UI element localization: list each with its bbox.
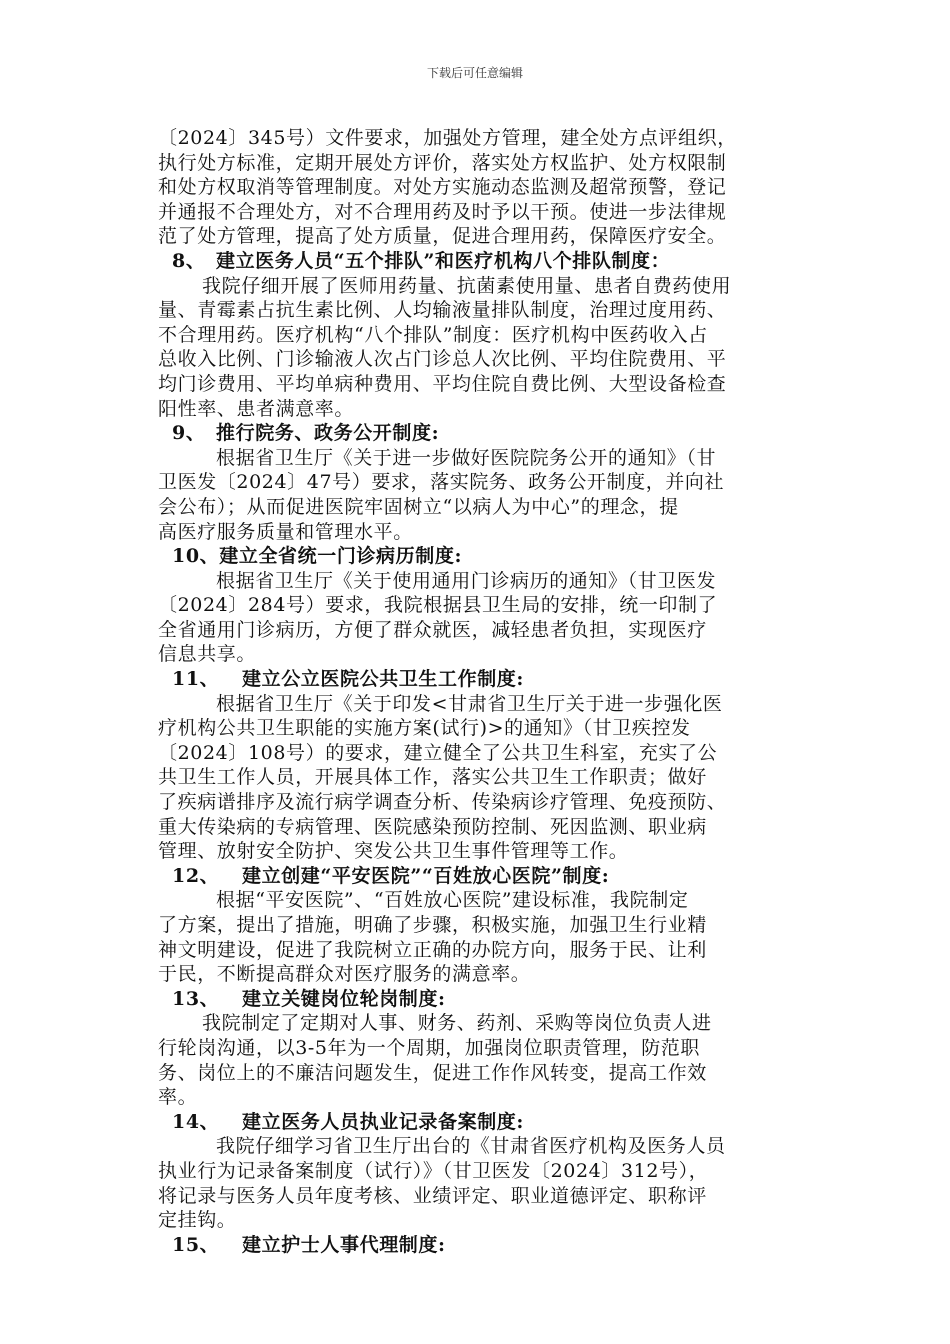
line-text: 执业行为记录备案制度（试行）》（甘卫医发〔2024〕312号）， xyxy=(158,1159,709,1182)
line-text: 建立护士人事代理制度: xyxy=(242,1233,446,1256)
text-line xyxy=(158,446,818,471)
section-number: 11、 xyxy=(172,668,220,691)
text-line xyxy=(158,618,818,643)
section-heading xyxy=(158,544,818,569)
text-line xyxy=(158,716,818,741)
section-number: 13、 xyxy=(172,987,220,1010)
line-text: 卫医发〔2024〕47号）要求，落实院务、政务公开制度，并向社 xyxy=(158,471,725,494)
text-line xyxy=(158,1036,818,1061)
line-text: 会公布）；从而促进医院牢固树立“以病人为中心”的理念，提 xyxy=(158,495,679,518)
line-text: 建立公立医院公共卫生工作制度: xyxy=(242,668,525,691)
page-header: 下载后可任意编辑 xyxy=(426,66,523,80)
text-line xyxy=(158,1159,818,1184)
line-text: 建立创建“平安医院”“百姓放心医院”制度: xyxy=(242,864,610,887)
line-text: 全省通用门诊病历，方便了群众就医，减轻患者负担，实现医疗 xyxy=(158,618,707,641)
line-text: 建立关键岗位轮岗制度: xyxy=(242,987,446,1010)
line-text: 管理、放射安全防护、突发公共卫生事件管理等工作。 xyxy=(158,840,629,863)
text-line xyxy=(158,323,818,348)
section-heading xyxy=(158,1233,818,1258)
line-text: 建立医务人员“五个排队”和医疗机构八个排队制度： xyxy=(216,249,671,272)
line-text: 阳性率、患者满意率。 xyxy=(158,397,355,420)
line-text: 推行院务、政务公开制度: xyxy=(216,422,440,445)
text-line xyxy=(158,224,818,249)
line-text: 并通报不合理处方，对不合理用药及时予以干预。使进一步法律规 xyxy=(158,200,727,223)
line-text: 建立医务人员执业记录备案制度: xyxy=(242,1110,525,1133)
line-text: 了方案，提出了措施，明确了步骤，积极实施，加强卫生行业精 xyxy=(158,914,707,936)
line-text: 〔2024〕345号）文件要求，加强处方管理，建全处方点评组织， xyxy=(158,127,737,149)
line-text: 高医疗服务质量和管理水平。 xyxy=(158,520,413,543)
line-text: 根据“平安医院”、“百姓放心医院”建设标准，我院制定 xyxy=(216,889,689,912)
section-heading xyxy=(158,1110,818,1135)
text-line xyxy=(158,765,818,790)
line-text: 不合理用药。医疗机构“八个排队”制度：医疗机构中医药收入占 xyxy=(158,323,708,346)
section-heading xyxy=(158,421,818,446)
line-text: 信息共享。 xyxy=(158,643,257,666)
text-line xyxy=(158,1184,818,1209)
text-line xyxy=(158,1061,818,1086)
text-line xyxy=(158,1134,818,1159)
text-line xyxy=(158,815,818,840)
text-line xyxy=(158,741,818,766)
line-text: 范了处方管理，提高了处方质量，促进合理用药，保障医疗安全。 xyxy=(158,225,727,248)
line-text: 神文明建设，促进了我院树立正确的办院方向，服务于民、让利 xyxy=(158,938,707,961)
text-line xyxy=(158,175,818,200)
text-line xyxy=(158,692,818,717)
line-text: 根据省卫生厅《关于进一步做好医院院务公开的通知》（甘 xyxy=(216,446,717,469)
line-text: 我院制定了定期对人事、财务、药剂、采购等岗位负责人进 xyxy=(202,1012,712,1035)
section-number: 12、 xyxy=(172,864,220,887)
line-text: 重大传染病的专病管理、医院感染预防控制、死因监测、职业病 xyxy=(158,815,707,838)
line-text: 〔2024〕284号）要求，我院根据县卫生局的安排，统一印制了 xyxy=(158,594,718,617)
text-line xyxy=(158,790,818,815)
line-text: 均门诊费用、平均单病种费用、平均住院自费比例、大型设备检查 xyxy=(158,372,727,395)
text-line xyxy=(158,274,818,299)
line-text: 率。 xyxy=(158,1086,198,1109)
line-text: 共卫生工作人员，开展具体工作，落实公共卫生工作职责；做好 xyxy=(158,766,707,789)
text-line xyxy=(158,888,818,913)
line-text: 了疾病谱排序及流行病学调查分析、传染病诊疗管理、免疫预防、 xyxy=(158,791,727,814)
section-heading xyxy=(158,667,818,692)
document-body xyxy=(158,126,818,1257)
line-text: 于民，不断提高群众对医疗服务的满意率。 xyxy=(158,963,531,986)
text-line xyxy=(158,397,818,422)
line-text: 执行处方标准，定期开展处方评价，落实处方权监护、处方权限制 xyxy=(158,151,727,174)
line-text: 10、建立全省统一门诊病历制度: xyxy=(172,545,463,568)
text-line xyxy=(158,839,818,864)
line-text: 我院仔细学习省卫生厅出台的《甘肃省医疗机构及医务人员 xyxy=(216,1135,726,1158)
text-line xyxy=(158,1011,818,1036)
line-text: 总收入比例、门诊输液人次占门诊总人次比例、平均住院费用、平 xyxy=(158,348,727,371)
section-number: 8、 xyxy=(172,249,206,272)
text-line xyxy=(158,520,818,545)
section-heading xyxy=(158,987,818,1012)
section-number: 9、 xyxy=(172,422,206,445)
text-line xyxy=(158,372,818,397)
text-line xyxy=(158,938,818,963)
section-number: 14、 xyxy=(172,1110,220,1133)
line-text: 根据省卫生厅《关于印发<甘肃省卫生厅关于进一步强化医 xyxy=(216,692,723,715)
section-number: 15、 xyxy=(172,1233,220,1256)
line-text: 将记录与医务人员年度考核、业绩评定、职业道德评定、职称评 xyxy=(158,1184,707,1207)
text-line xyxy=(158,347,818,372)
text-line xyxy=(158,593,818,618)
line-text: 我院仔细开展了医师用药量、抗菌素使用量、患者自费药使用 xyxy=(202,274,732,297)
text-line xyxy=(158,569,818,594)
text-line xyxy=(158,642,818,667)
line-text: 务、岗位上的不廉洁问题发生，促进工作作风转变，提高工作效 xyxy=(158,1061,707,1084)
line-text: 定挂钩。 xyxy=(158,1209,237,1232)
text-line xyxy=(158,126,818,151)
section-heading xyxy=(158,249,818,274)
text-line xyxy=(158,470,818,495)
section-heading xyxy=(158,864,818,889)
line-text: 〔2024〕108号）的要求，建立健全了公共卫生科室，充实了公 xyxy=(158,741,718,764)
text-line xyxy=(158,913,818,938)
text-line xyxy=(158,495,818,520)
line-text: 量、青霉素占抗生素比例、人均输液量排队制度，治理过度用药、 xyxy=(158,299,727,322)
line-text: 和处方权取消等管理制度。对处方实施动态监测及超常预警，登记 xyxy=(158,176,727,199)
text-line xyxy=(158,151,818,176)
text-line xyxy=(158,962,818,987)
line-text: 行轮岗沟通，以3-5年为一个周期，加强岗位职责管理，防范职 xyxy=(158,1036,700,1059)
line-text: 疗机构公共卫生职能的实施方案(试行)>的通知》（甘卫疾控发 xyxy=(158,717,691,740)
text-line xyxy=(158,1208,818,1233)
text-line xyxy=(158,1085,818,1110)
line-text: 根据省卫生厅《关于使用通用门诊病历的通知》（甘卫医发 xyxy=(216,569,717,592)
text-line xyxy=(158,200,818,225)
text-line xyxy=(158,298,818,323)
